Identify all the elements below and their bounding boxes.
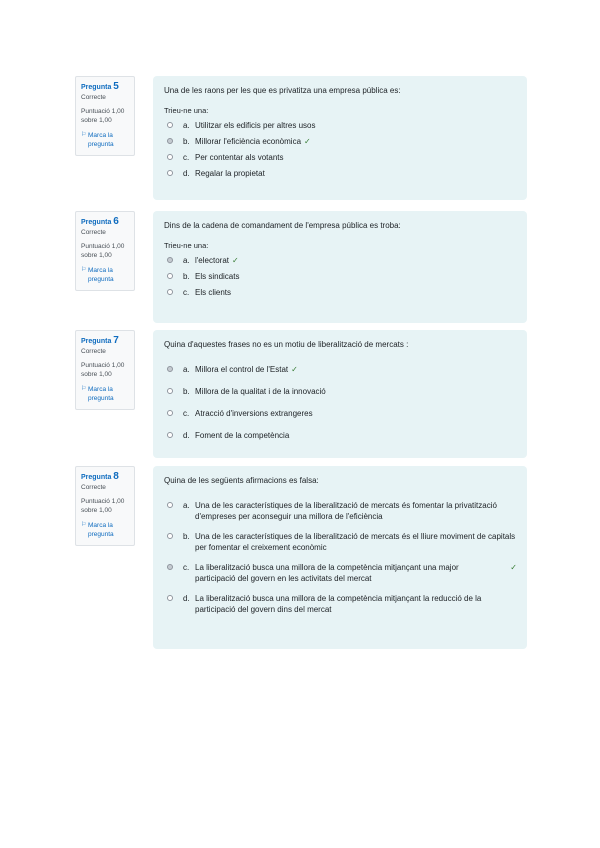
answer-option[interactable]: b. Una de les característiques de la liberalització de mercats és el lliure moviment de capitals per fomentar el creixement econòmic	[164, 531, 517, 553]
question-info	[75, 466, 135, 546]
question-text: Dins de la cadena de comandament de l'empresa pública es troba:	[164, 221, 401, 230]
flag-question-link[interactable]: ⚐ Marca la pregunta	[81, 132, 114, 148]
radio-button[interactable]	[167, 432, 173, 438]
flag-icon: ⚐	[81, 267, 87, 273]
answer-list	[164, 255, 517, 298]
radio-button-selected[interactable]	[167, 366, 173, 372]
flag-question-link[interactable]: ⚐ Marca la pregunta	[81, 386, 114, 402]
radio-button[interactable]	[167, 170, 173, 176]
question-grade: Puntuació 1,00 sobre 1,00	[81, 362, 125, 378]
flag-icon: ⚐	[81, 386, 87, 392]
answer-option[interactable]: a. l'electorat ✓	[164, 255, 517, 266]
flag-question-link[interactable]: ⚐ Marca la pregunta	[81, 522, 114, 538]
question-grade: Puntuació 1,00 sobre 1,00	[81, 243, 125, 259]
question-state: Correcte	[81, 94, 106, 101]
radio-button[interactable]	[167, 595, 173, 601]
radio-button[interactable]	[167, 122, 173, 128]
answer-option[interactable]: d. La liberalització busca una millora de la competència mitjançant la reducció de la participació del govern dins del mercat	[164, 593, 517, 615]
question-number: Pregunta 5	[81, 81, 119, 92]
answer-option[interactable]: c. Per contentar als votants	[164, 152, 517, 163]
answer-list	[164, 500, 517, 615]
radio-button[interactable]	[167, 533, 173, 539]
answer-option[interactable]: a. Millora el control de l'Estat ✓	[164, 364, 517, 375]
correct-check-icon: ✓	[510, 563, 517, 572]
radio-button-selected[interactable]	[167, 138, 173, 144]
question-state: Correcte	[81, 484, 106, 491]
answer-option[interactable]: a. Una de les característiques de la liberalització de mercats és fomentar la privatització d'empreses per aconseguir una millora de l'eficiència	[164, 500, 517, 522]
radio-button[interactable]	[167, 502, 173, 508]
question-content	[153, 76, 527, 200]
question-info	[75, 211, 135, 291]
question-grade: Puntuació 1,00 sobre 1,00	[81, 108, 125, 124]
correct-check-icon: ✓	[304, 137, 311, 146]
question-content	[153, 211, 527, 323]
radio-button[interactable]	[167, 388, 173, 394]
radio-button[interactable]	[167, 289, 173, 295]
answer-option[interactable]: c. Els clients	[164, 287, 517, 298]
radio-button[interactable]	[167, 410, 173, 416]
answer-option[interactable]: b. Millorar l'eficiència econòmica ✓	[164, 136, 517, 147]
question-content	[153, 330, 527, 458]
answer-option[interactable]: b. Millora de la qualitat i de la innovació	[164, 386, 517, 397]
question-number: Pregunta 8	[81, 471, 119, 482]
answer-prompt: Trieu-ne una:	[164, 241, 209, 250]
question-state: Correcte	[81, 348, 106, 355]
question-number: Pregunta 6	[81, 216, 119, 227]
answer-prompt: Trieu-ne una:	[164, 106, 209, 115]
question-text: Quina de les següents afirmacions es falsa:	[164, 476, 319, 485]
question-content	[153, 466, 527, 649]
question-info	[75, 76, 135, 156]
flag-icon: ⚐	[81, 522, 87, 528]
radio-button-selected[interactable]	[167, 564, 173, 570]
question-text: Quina d'aquestes frases no es un motiu de liberalització de mercats :	[164, 340, 409, 349]
radio-button[interactable]	[167, 273, 173, 279]
flag-question-link[interactable]: ⚐ Marca la pregunta	[81, 267, 114, 283]
question-state: Correcte	[81, 229, 106, 236]
answer-option[interactable]: c. Atracció d'inversions extrangeres	[164, 408, 517, 419]
radio-button[interactable]	[167, 154, 173, 160]
answer-option[interactable]: c. La liberalització busca una millora de la competència mitjançant una major participació del govern en les activitats del mercat ✓	[164, 562, 517, 584]
correct-check-icon: ✓	[232, 256, 239, 265]
answer-option[interactable]: a. Utilitzar els edificis per altres usos	[164, 120, 517, 131]
radio-button-selected[interactable]	[167, 257, 173, 263]
question-grade: Puntuació 1,00 sobre 1,00	[81, 498, 125, 514]
flag-icon: ⚐	[81, 132, 87, 138]
answer-option[interactable]: d. Regalar la propietat	[164, 168, 517, 179]
answer-option[interactable]: b. Els sindicats	[164, 271, 517, 282]
question-text: Una de les raons per les que es privatitza una empresa pública es:	[164, 86, 401, 95]
answer-list	[164, 364, 517, 441]
question-info	[75, 330, 135, 410]
correct-check-icon: ✓	[291, 365, 298, 374]
question-number: Pregunta 7	[81, 335, 119, 346]
answer-list	[164, 120, 517, 179]
answer-option[interactable]: d. Foment de la competència	[164, 430, 517, 441]
